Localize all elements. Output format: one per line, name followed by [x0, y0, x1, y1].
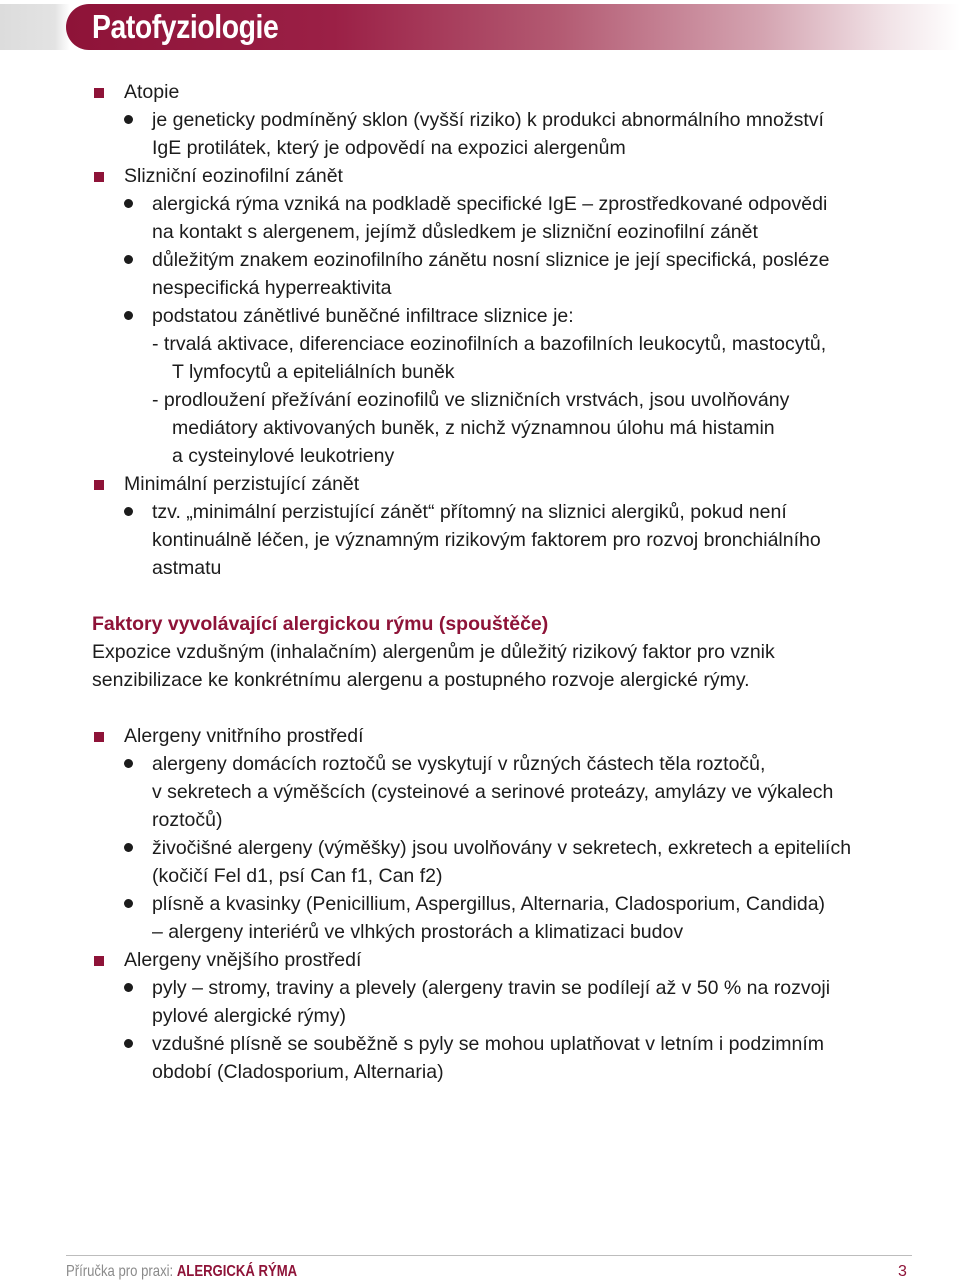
page-title: Patofyziologie [92, 8, 279, 45]
bullet-text: tzv. „minimální perzistující zánět“ přítomný na sliznici alergiků, pokud není [152, 501, 787, 523]
bullet-icon [124, 311, 133, 320]
bullet-line-cont [0, 862, 960, 890]
dash-text: - prodloužení přežívání eozinofilů ve slizničních vrstvách, jsou uvolňovány [152, 389, 790, 411]
bullet-text: plísně a kvasinky (Penicillium, Aspergillus, Alternaria, Cladosporium, Candida) [152, 893, 826, 915]
bullet-text: – alergeny interiérů ve vlhkých prostorách a klimatizaci budov [152, 921, 684, 943]
bullet-text: v sekretech a výměšcích (cysteinové a serinové proteázy, amylázy ve výkalech [152, 781, 834, 803]
square-bullet-icon [94, 172, 104, 182]
dash-line [0, 386, 960, 414]
bullet-text: pylové alergické rýmy) [152, 1005, 346, 1027]
bullet-text: podstatou zánětlivé buněčné infiltrace sliznice je: [152, 305, 574, 327]
dash-line-cont [0, 414, 960, 442]
dash-text: - trvalá aktivace, diferenciace eozinofilních a bazofilních leukocytů, mastocytů, [152, 333, 827, 355]
bullet-text: pyly – stromy, traviny a plevely (alergeny travin se podílejí až v 50 % na rozvoji [152, 977, 831, 999]
bullet-text: je geneticky podmíněný sklon (vyšší riziko) k produkci abnormálního množství [152, 109, 824, 131]
bullet-line-cont [0, 806, 960, 834]
bullet-text: důležitým znakem eozinofilního zánětu nosní sliznice je její specifická, posléze [152, 249, 830, 271]
list-item-label: Atopie [124, 81, 180, 103]
bullet-text: astmatu [152, 557, 222, 579]
bullet-line [0, 498, 960, 526]
dash-text: mediátory aktivovaných buněk, z nichž významnou úlohu má histamin [172, 417, 775, 439]
bullet-icon [124, 899, 133, 908]
spacer [0, 694, 960, 722]
dash-line-cont [0, 358, 960, 386]
bullet-line [0, 246, 960, 274]
bullet-text: kontinuálně léčen, je významným rizikovým faktorem pro rozvoj bronchiálního [152, 529, 821, 551]
bullet-line-cont [0, 1002, 960, 1030]
bullet-line-cont [0, 554, 960, 582]
bullet-line [0, 974, 960, 1002]
section-heading: Faktory vyvolávající alergickou rýmu (spouštěče) [92, 613, 549, 635]
bullet-line-cont [0, 918, 960, 946]
bullet-text: roztočů) [152, 809, 223, 831]
bullet-line-cont [0, 218, 960, 246]
bullet-line [0, 190, 960, 218]
bullet-text: na kontakt s alergenem, jejímž důsledkem je slizniční eozinofilní zánět [152, 221, 758, 243]
list-item-label: Alergeny vnitřního prostředí [124, 725, 364, 747]
bullet-icon [124, 843, 133, 852]
bullet-icon [124, 115, 133, 124]
bullet-line [0, 890, 960, 918]
page-number: 3 [898, 1263, 907, 1280]
bullet-line-cont [0, 526, 960, 554]
bullet-text: alergická rýma vzniká na podkladě specifické IgE – zprostředkované odpovědi [152, 193, 828, 215]
dash-text: T lymfocytů a epiteliálních buněk [172, 361, 455, 383]
square-bullet-icon [94, 732, 104, 742]
bullet-line-cont [0, 778, 960, 806]
list-item-label: Minimální perzistující zánět [124, 473, 360, 495]
list-item-vnitrni [0, 722, 960, 750]
square-bullet-icon [94, 88, 104, 98]
bullet-line-cont [0, 1058, 960, 1086]
bullet-line [0, 302, 960, 330]
bullet-line [0, 1030, 960, 1058]
bullet-line [0, 834, 960, 862]
bullet-text: IgE protilátek, který je odpovědí na expozici alergenům [152, 137, 626, 159]
bullet-text: (kočičí Fel d1, psí Can f1, Can f2) [152, 865, 443, 887]
footer-divider [66, 1255, 912, 1256]
square-bullet-icon [94, 956, 104, 966]
footer-caption [66, 1262, 297, 1282]
bullet-line-cont [0, 134, 960, 162]
dash-line-cont [0, 442, 960, 470]
square-bullet-icon [94, 480, 104, 490]
dash-line [0, 330, 960, 358]
bullet-icon [124, 199, 133, 208]
list-item-zanet [0, 162, 960, 190]
bullet-icon [124, 983, 133, 992]
list-item-label: Alergeny vnějšího prostředí [124, 949, 362, 971]
page-content [0, 78, 960, 1086]
bullet-icon [124, 255, 133, 264]
bullet-text: živočišné alergeny (výměšky) jsou uvolňovány v sekretech, exkretech a epiteliích [152, 837, 852, 859]
list-item-vnejsi [0, 946, 960, 974]
bullet-icon [124, 507, 133, 516]
footer-brand: ALERGICKÁ RÝMA [176, 1263, 298, 1280]
list-item-label: Slizniční eozinofilní zánět [124, 165, 343, 187]
list-item-atopie [0, 78, 960, 106]
bullet-text: alergeny domácích roztočů se vyskytují v různých částech těla roztočů, [152, 753, 766, 775]
bullet-line-cont [0, 274, 960, 302]
bullet-line [0, 106, 960, 134]
bullet-icon [124, 1039, 133, 1048]
list-item-minimalni [0, 470, 960, 498]
paragraph-line: Expozice vzdušným (inhalačním) alergenům je důležitý rizikový faktor pro vznik [92, 641, 775, 663]
bullet-text: nespecifická hyperreaktivita [152, 277, 392, 299]
footer-prefix: Příručka pro praxi: [66, 1263, 177, 1280]
bullet-text: vzdušné plísně se souběžně s pyly se mohou uplatňovat v letním i podzimním [152, 1033, 825, 1055]
bullet-icon [124, 759, 133, 768]
spacer [0, 582, 960, 610]
dash-text: a cysteinylové leukotrieny [172, 445, 395, 467]
bullet-text: období (Cladosporium, Alternaria) [152, 1061, 444, 1083]
paragraph-line: senzibilizace ke konkrétnímu alergenu a postupného rozvoje alergické rýmy. [92, 669, 750, 691]
bullet-line [0, 750, 960, 778]
